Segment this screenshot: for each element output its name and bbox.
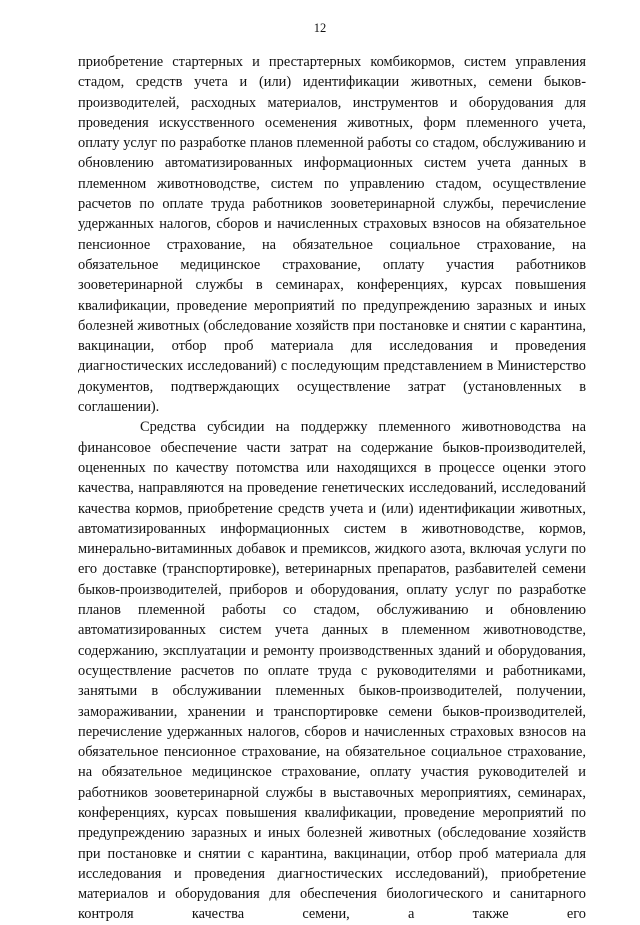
paragraph-subsidy-breeding-bulls: Средства субсидии на поддержку племенного животноводства на финансовое обеспечение части затрат на содержание быков-производителей, оцененных по качеству потомства или находящихся в процессе оценки этого качества, направляются на проведение генетических исследований, исследований качества кормов, приобретение средств учета и (или) идентификации животных, автоматизированных информационных систем в животноводстве, кормов, минерально-витаминных добавок и премиксов, жидкого азота, включая услуги по его доставке (транспортировке), ветеринарных препаратов, разбавителей семени быков-производителей, приборов и оборудования, оплату услуг по разработке планов племенной работы со стадом, обслуживанию и обновлению автоматизированных систем учета данных в племенном животноводстве, содержанию, эксплуатации и ремонту производственных зданий и оборудования, осуществление расчетов по оплате труда с руководителями и работниками, занятыми в обслуживании племенных быков-производителей, получении, замораживании, хранении и транспортировке семени быков-производителей, перечисление удержанных налогов, сборов и начисленных страховых взносов на обязательное пенсионное страхование, на обязательное социальное страхование, на обязательное медицинское страхование, оплату участия руководителей и работников зооветеринарной службы в выставочных мероприятиях, семинарах, конференциях, курсах повышения квалификации, проведение мероприятий по предупреждению заразных и иных болезней животных (обследование хозяйств при постановке и снятии с карантина, вакцинации, отбор проб материала для исследования и проведения диагностических исследований), приобретение материалов и оборудования для обеспечения биологического и санитарного контроля качества семени, а также его bbox=[78, 419, 586, 923]
body-text bbox=[78, 52, 586, 925]
paragraph-continued: приобретение стартерных и престартерных комбикормов, систем управления стадом, средств учета и (или) идентификации животных, семени быков-производителей, расходных материалов, инструментов и оборудования для проведения искусственного осеменения животных, форм племенного учета, оплату услуг по разработке планов племенной работы со стадом, обслуживанию и обновлению автоматизированных информационных систем учета данных в племенном животноводстве, систем по управлению стадом, осуществление расчетов по оплате труда работников зооветеринарной службы, перечисление удержанных налогов, сборов и начисленных страховых взносов на обязательное пенсионное страхование, на обязательное социальное страхование, на обязательное медицинское страхование, оплату участия работников зооветеринарной службы в семинарах, конференциях, курсах повышения квалификации, проведение мероприятий по предупреждению заразных и иных болезней животных (обследование хозяйств при постановке и снятии с карантина, вакцинации, отбор проб материала для исследования и проведения диагностических исследований) с последующим представлением в Министерство документов, подтверждающих осуществление затрат (установленных в соглашении). bbox=[78, 54, 586, 416]
page-number: 12 bbox=[313, 21, 327, 35]
